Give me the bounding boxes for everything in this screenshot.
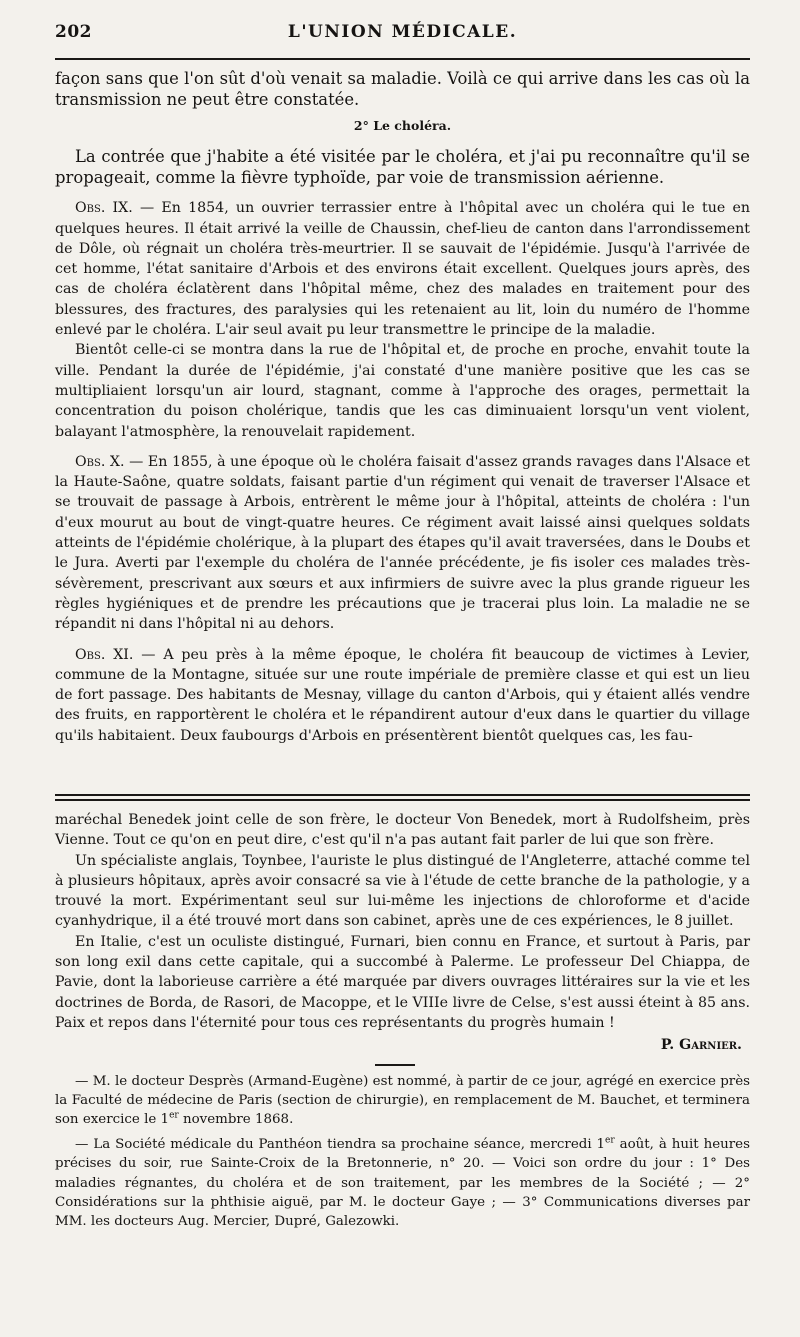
section-subhead: 2° Le choléra. [353,118,452,133]
notice-separator [375,1064,415,1066]
observation-text: — En 1854, un ouvrier terrassier entre à l'hôpital avec un choléra qui le tue en quelques heures. Il était arrivé la veille de Chaussin, chef-lieu de canton dans l'arrondissement de Dôle, où régnait un choléra très-meurtrier. Il se sauvait de l'épidémie. Jusqu'à l'arrivée de cet homme, l'état sanitaire d'Arbois et des environs était excellent. Quelques jours après, des cas de choléra éclatèrent dans l'hôpital même, chez des malades en traitement pour des blessures, des fractures, des paralysies qui les retenaient au lit, loin du numéro de l'homme enlevé par le choléra. L'air seul avait pu leur transmettre le principe de la maladie. [55,200,750,339]
header-rule [55,58,750,60]
lead-paragraph: La contrée que j'habite a été visitée par le choléra, et j'ai pu reconnaître qu'il se propageait, comme la fièvre typhoïde, par voie de transmission aérienne. [55,147,750,188]
observation-xi [55,645,750,746]
observation-text: — A peu près à la même époque, le choléra fit beaucoup de victimes à Levier, commune de la Montagne, située sur une route impériale de première classe et qui est un lieu de fort passage. Des habitants de Mesnay, village du canton d'Arbois, qui y étaient allés vendre des fruits, en rapportèrent le choléra et le répandirent autour d'eux dans le quartier du village qu'ils habitaient. Deux faubourgs d'Arbois en présentèrent bientôt quelques cas, les fau- [55,646,750,744]
feuilleton [55,810,750,1231]
observation-x [55,452,750,635]
observation-label: Obs. XI. [75,646,134,663]
page-number: 202 [55,22,92,42]
journal-title: L'UNION MÉDICALE. [287,22,518,42]
intro-paragraph: façon sans que l'on sût d'où venait sa maladie. Voilà ce qui arrive dans les cas où la transmission ne peut être constatée. [55,69,750,109]
feuilleton-rule-top [55,794,750,796]
observation-ix-continued: Bientôt celle-ci se montra dans la rue de l'hôpital et, de proche en proche, envahit toute la ville. Pendant la durée de l'épidémie, j'ai constaté d'une manière positive que les cas se multipliaient lorsqu'un air lourd, stagnant, comme à l'approche des orages, permettait la concentration du poison cholérique, tandis que les cas diminuaient lorsqu'un vent violent, balayant l'atmosphère, la renouvelait rapidement. [55,342,750,440]
notice-paragraph [55,1135,750,1231]
running-header [55,22,750,48]
observation-label: Obs. IX. [75,200,133,217]
notice-superscript: er [605,1135,615,1146]
feuilleton-rule-bottom [55,799,750,801]
main-article [55,68,750,746]
author-signature: P. Garnier. [660,1037,742,1054]
observation-ix [55,198,750,340]
notice-text: novembre 1868. [178,1111,294,1127]
feuilleton-paragraph: En Italie, c'est un oculiste distingué, Furnari, bien connu en France, et surtout à Paris, par son long exil dans cette capitale, qui a succombé à Palerme. Le professeur Del Chiappa, de Pavie, dont la laborieuse carrière a été marquée par divers ouvrages littéraires sur la vie et les doctrines de Borda, de Rasori, de Macoppe, et le VIIIe livre de Celse, s'est aussi éteint à 85 ans. Paix et repos dans l'éternité pour tous ces représentants du progrès humain ! [55,933,750,1031]
observation-label: Obs. X. [75,453,125,470]
notice-text: — M. le docteur Desprès (Armand-Eugène) est nommé, à partir de ce jour, agrégé en exercice près la Faculté de médecine de Paris (section de chirurgie), en remplacement de M. Bauchet, et terminera son exercice le 1 [55,1073,750,1127]
notice-text: — La Société médicale du Panthéon tiendra sa prochaine séance, mercredi 1 [75,1137,606,1153]
notice-superscript: er [169,1110,179,1121]
feuilleton-paragraph: maréchal Benedek joint celle de son frère, le docteur Von Benedek, mort à Rudolfsheim, près Vienne. Tout ce qu'on en peut dire, c'est qu'il n'a pas autant fait parler de lui que son frère. [55,812,750,849]
feuilleton-paragraph: Un spécialiste anglais, Toynbee, l'auriste le plus distingué de l'Angleterre, attaché comme tel à plusieurs hôpitaux, après avoir consacré sa vie à l'étude de cette branche de la pathologie, y a trouvé la mort. Expérimentant seul sur lui-même les injections de chloroforme et d'acide cyanhydrique, il a été trouvé mort dans son cabinet, après une de ces expériences, le 8 juillet. [55,852,750,930]
notice-paragraph [55,1072,750,1130]
observation-text: — En 1855, à une époque où le choléra faisait d'assez grands ravages dans l'Alsace et la Haute-Saône, quatre soldats, faisant partie d'un régiment qui venait de traverser l'Alsace et se trouvait de passage à Arbois, entrèrent le même jour à l'hôpital, atteints de choléra : l'un d'eux mourut au bout de vingt-quatre heures. Ce régiment avait laissé ainsi quelques soldats atteints de l'épidémie cholérique, à la plupart des étapes qu'il avait traversées, dans le Doubs et le Jura. Averti par l'exemple du choléra de l'année précédente, je fis isoler ces malades très-sévèrement, prescrivant aux sœurs et aux infirmiers de suivre avec la plus grande rigueur les règles hygiéniques et de prendre les précautions que je tracerai plus loin. La maladie ne se répandit ni dans l'hôpital ni au dehors. [55,453,750,633]
notice-text: août, à huit heures précises du soir, rue Sainte-Croix de la Bretonnerie, n° 20. — Voici son ordre du jour : 1° Des maladies régnantes, du choléra et de son traitement, par les membres de la Société ; — 2° Considérations sur la phthisie aiguë, par M. le docteur Gaye ; — 3° Communications diverses par MM. les docteurs Aug. Mercier, Dupré, Galezowki. [55,1137,750,1229]
